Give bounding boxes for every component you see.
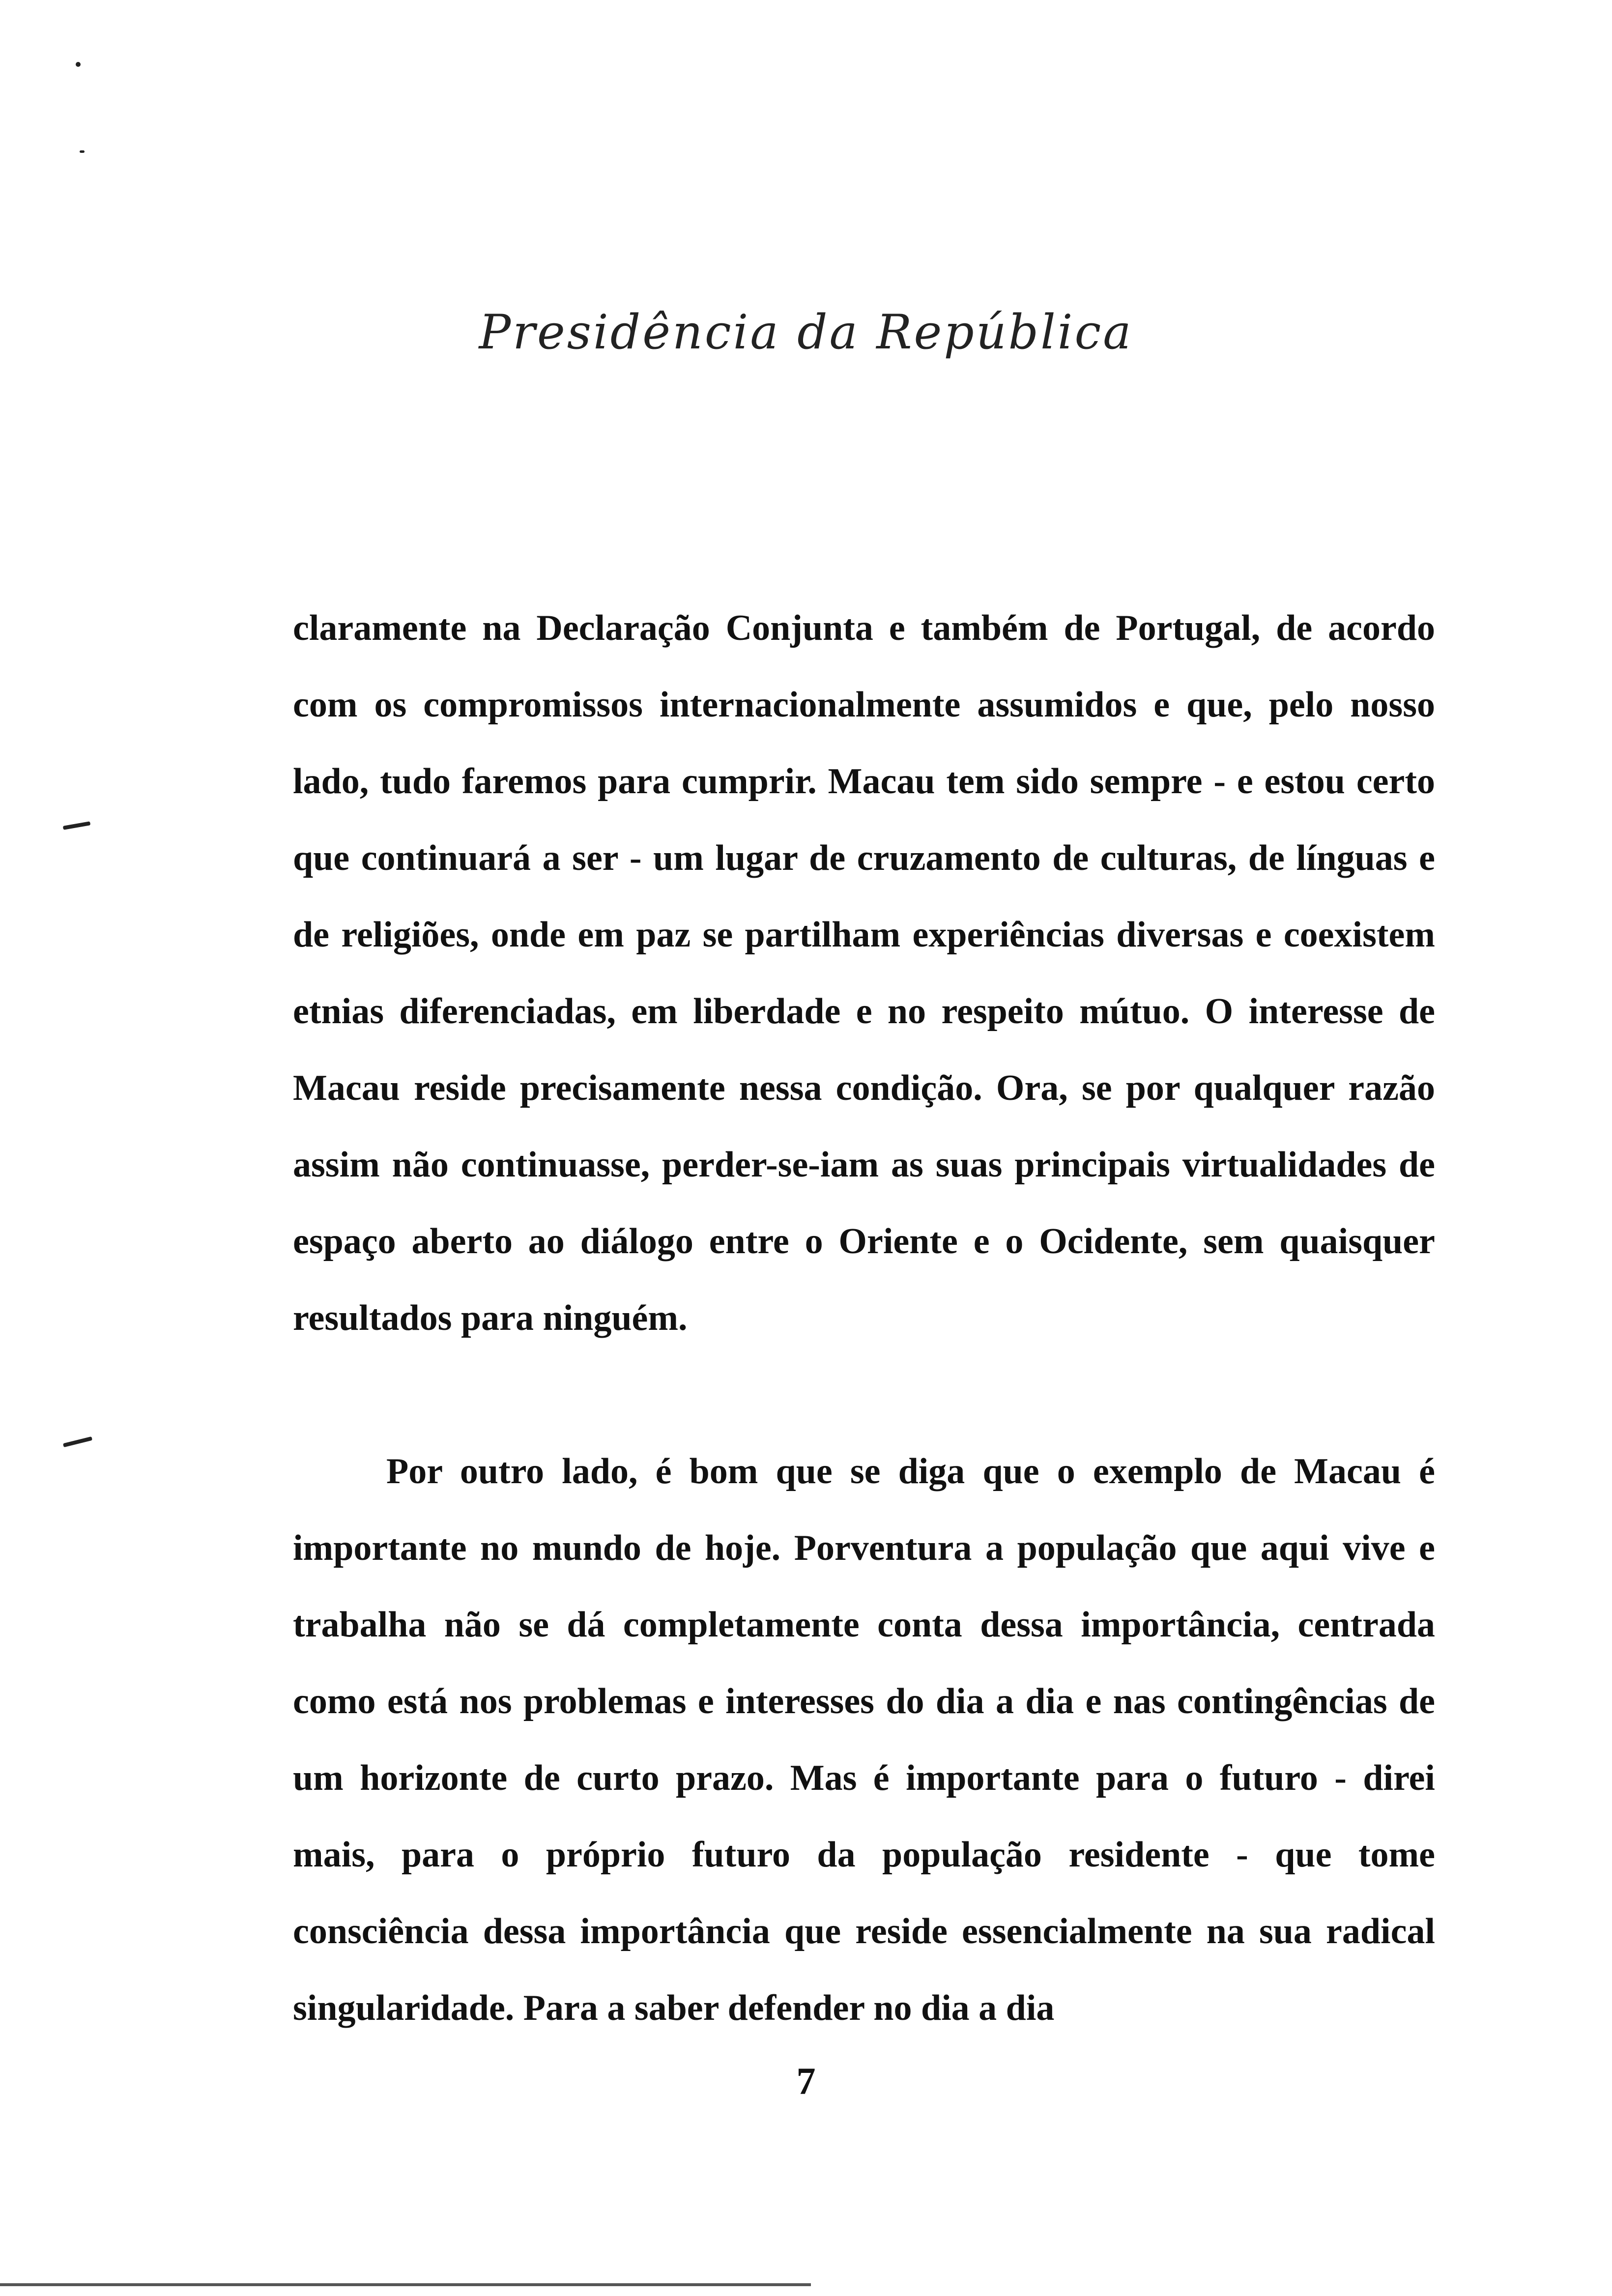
scan-speck <box>76 62 81 67</box>
page-number: 7 <box>796 2060 816 2102</box>
scan-speck <box>80 150 85 153</box>
scan-speck <box>63 821 91 830</box>
paragraph-1: claramente na Declaração Conjunta e também de Portugal, de acordo com os compromissos internacionalmente assumidos e que, pelo nosso lado, tudo faremos para cumprir. Macau tem sido sempre - e estou certo que continuará a ser - um lugar de cruzamento de culturas, de línguas e de religiões, onde em paz se partilham experiências diversas e coexistem etnias diferenciadas, em liberdade e no respeito mútuo. O interesse de Macau reside precisamente nessa condição. Ora, se por qualquer razão assim não continuasse, perder-se-iam as suas principais virtualidades de espaço aberto ao diálogo entre o Oriente e o Ocidente, sem quaisquer resultados para ninguém. <box>293 608 1435 1338</box>
paragraph-2: Por outro lado, é bom que se diga que o exemplo de Macau é importante no mundo de hoje. Porventura a população que aqui vive e trabalha não se dá completamente conta dessa importância, centrada como está nos problemas e interesses do dia a dia e nas contingências de um horizonte de curto prazo. Mas é importante para o futuro - direi mais, para o próprio futuro da população residente - que tome consciência dessa importância que reside essencialmente na sua radical singularidade. Para a saber defender no dia a dia <box>293 1451 1435 2028</box>
body-text <box>293 590 1435 2046</box>
letterhead-title: Presidência da República <box>479 305 1133 360</box>
bottom-edge-line <box>0 2283 811 2286</box>
scan-speck <box>63 1436 92 1447</box>
